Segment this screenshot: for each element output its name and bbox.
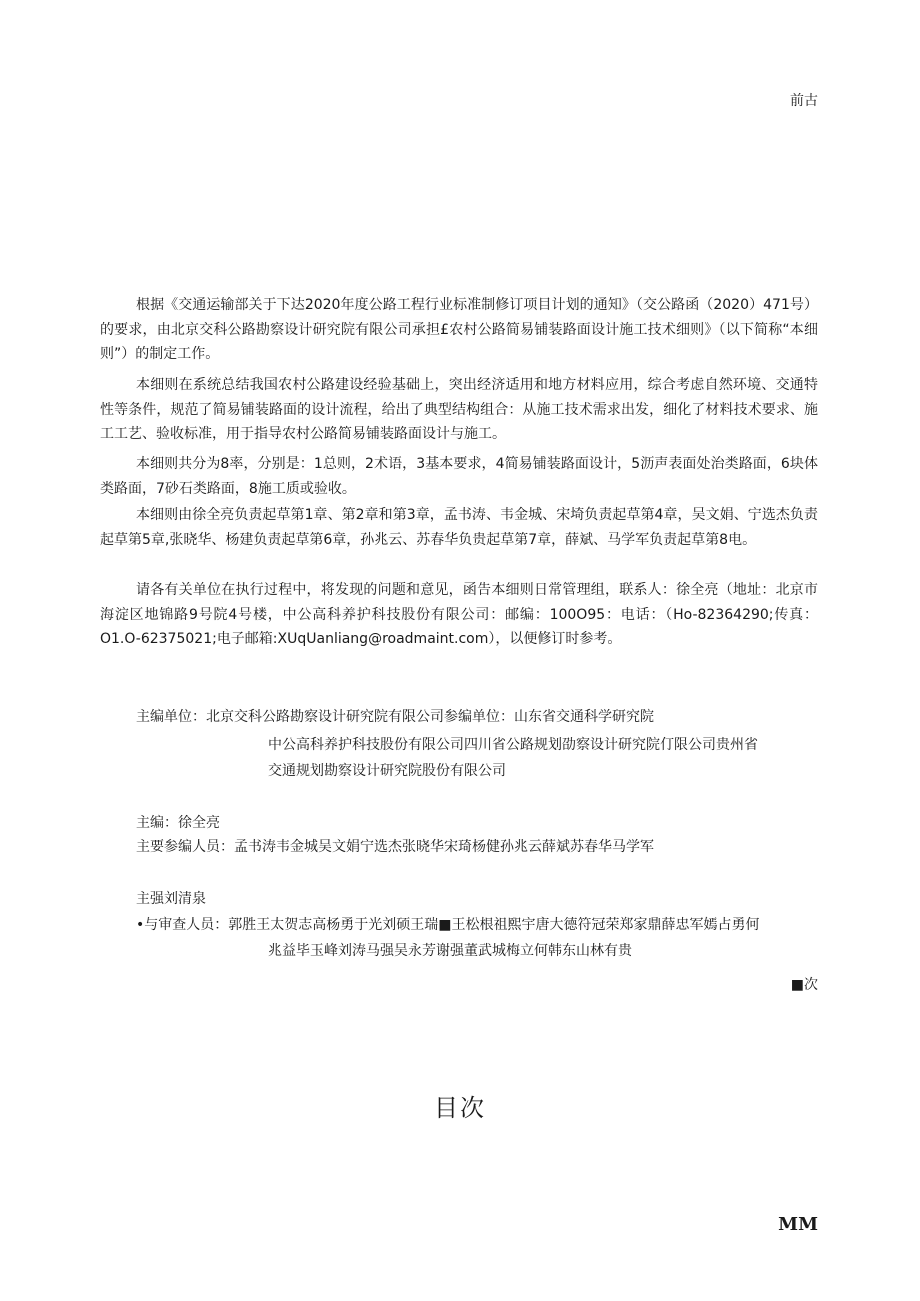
paragraph-2: 本细则在系统总结我国农村公路建设经验基础上，突出经济适用和地方材料应用，综合考虑自然环境、交通特性等条件，规范了简易铺装路面的设计流程，给出了典型结构组合：从施工技术需求出发，细化了材料技术要求、施工工艺、验收标准，用于指导农村公路简易铺装路面设计与施工。 — [100, 377, 818, 442]
header-corner-label: 前古 — [790, 93, 818, 109]
chief-units-line-3: 交通规划勘察设计研究院股份有限公司 — [268, 763, 506, 779]
paragraph-1: 根据《交通运输部关于下达2020年度公路工程行业标准制修订项目计划的通知》（交公路函（2020）471号）的要求，由北京交科公路勘察设计研究院有限公司承担£农村公路简易铺装路面设计施工技术细则》（以下简称“本细则”）的制定工作。 — [100, 297, 818, 362]
chief-units-line-1: 主编单位：北京交科公路勘察设计研究院有限公司参编单位：山东省交通科学研究院 — [136, 709, 654, 725]
credits-corner-mark: ■次 — [790, 977, 818, 993]
paragraph-5: 请各有关单位在执行过程中，将发现的问题和意见，函告本细则日常管理组，联系人：徐全亮（地址：北京市海淀区地锦路9号院4号楼，中公高科养护科技股份有限公司：邮编：100O95：电话：（Ho-82364290;传真：O1.O-62375021;电子邮箱:XUqUanliang@roadmaint.com），以便修订时参考。 — [100, 582, 818, 647]
main-participants: 主要参编人员：孟书涛韦金城吴文娟宁选杰张晓华宋琦杨健孙兆云薛斌苏春华马学军 — [136, 839, 654, 855]
reviewers-line-1: •与审查人员：郭胜王太贺志高杨勇于光刘硕王瑞■王松根祖熙宇唐大德符冠荣郑家鼎薛忠军嫣占勇何 — [136, 917, 760, 933]
chief-editor: 主编：徐全亮 — [136, 815, 220, 831]
paragraph-4: 本细则由徐全亮负责起草第1章、第2章和第3章，孟书涛、韦金城、宋埼负责起草第4章，吴文娟、宁选杰负责起草第5章,张晓华、杨建负责起草第6章，孙兆云、苏春华负贵起草第7章，薛斌、马学军负责起草第8电。 — [100, 507, 818, 548]
paragraph-3: 本细则共分为8率，分别是：1总则，2术语，3基本要求，4简易铺装路面设计，5沥声表面处治类路面，6块体类路面，7砂石类路面，8施工质或验收。 — [100, 456, 818, 497]
footer-mark: MM — [778, 1214, 818, 1235]
reviewers-line-2: 兆益毕玉峰刘涛马强吴永芳谢强董武城梅立何韩东山林有贵 — [268, 943, 632, 959]
chief-units-line-2: 中公高科养护科技股份有限公司四川省公路规划劭察设计研究院仃限公司贵州省 — [268, 737, 758, 753]
chief-reviewer: 主强刘清泉 — [136, 891, 206, 907]
toc-title: 目次 — [434, 1094, 486, 1122]
